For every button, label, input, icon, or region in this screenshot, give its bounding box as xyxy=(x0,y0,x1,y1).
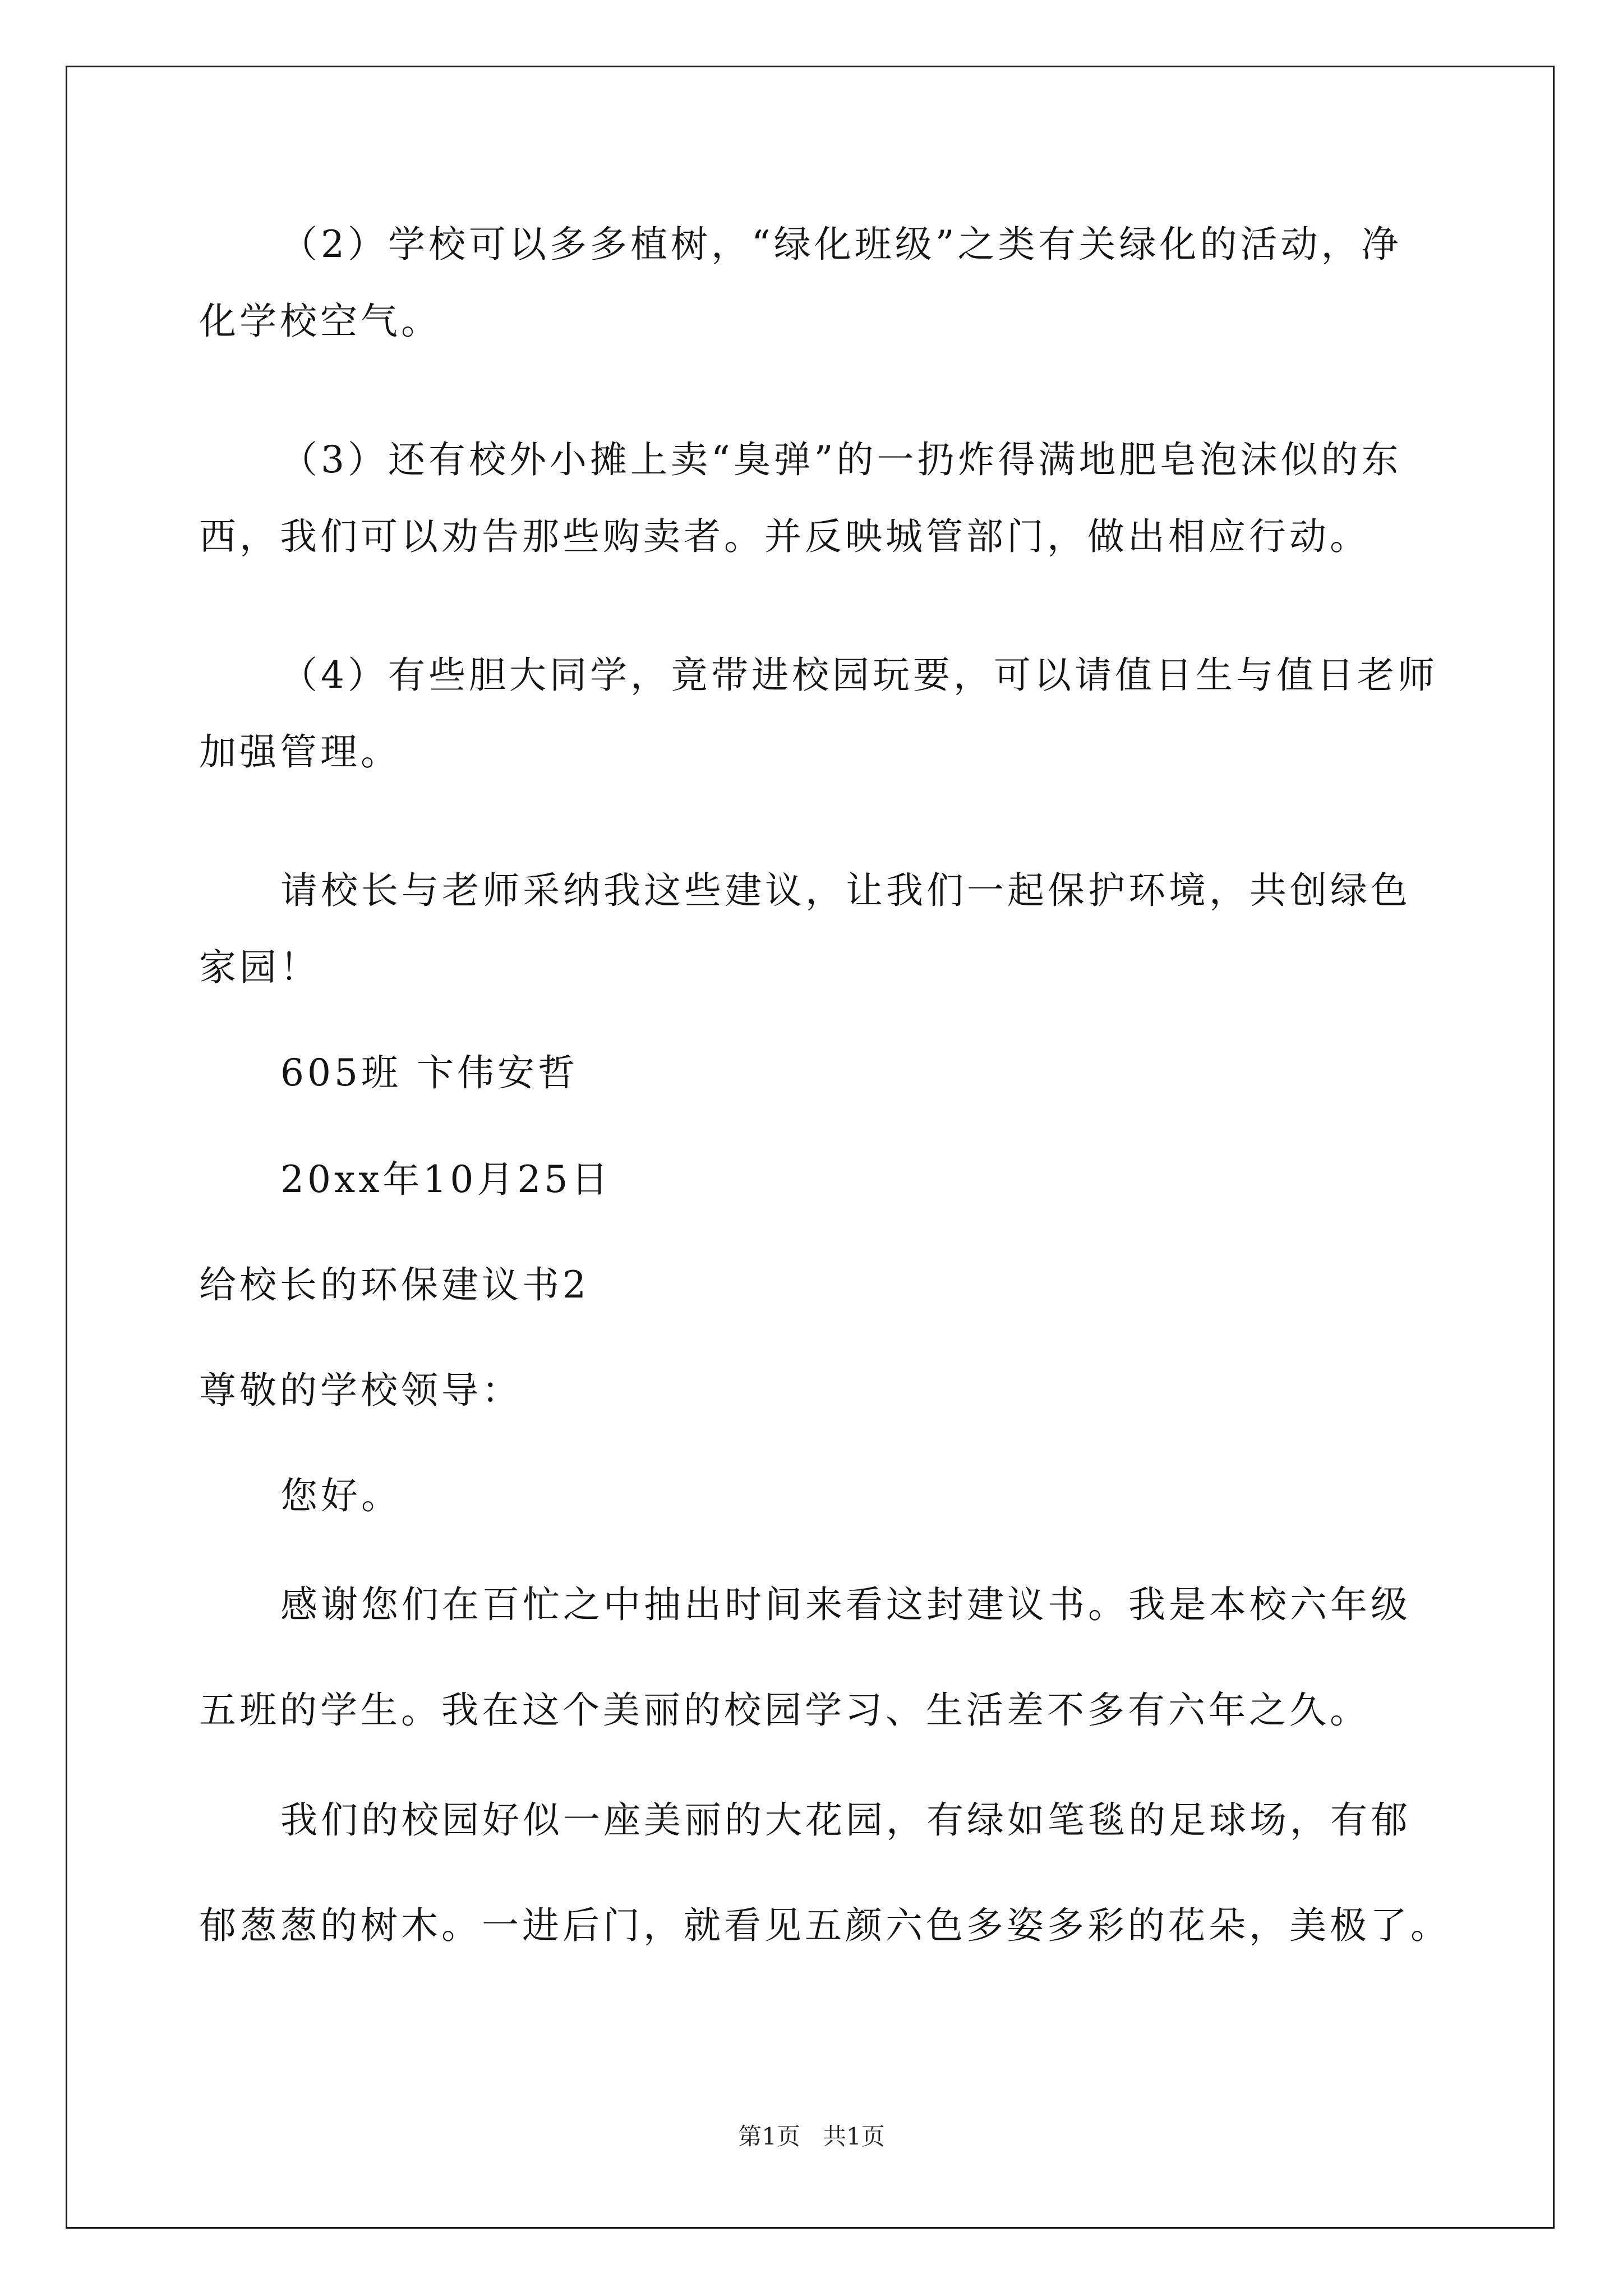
paragraph-line: （2）学校可以多多植树，“绿化班级”之类有关绿化的活动，净 xyxy=(280,223,1402,266)
paragraph-line: （4）有些胆大同学，竟带进校园玩要，可以请值日生与值日老师 xyxy=(280,654,1438,697)
salutation: 尊敬的学校领导： xyxy=(199,1369,522,1412)
greeting: 您好。 xyxy=(280,1474,402,1517)
paragraph-line: 感谢您们在百忙之中抽出时间来看这封建议书。我是本校六年级 xyxy=(280,1583,1411,1626)
paragraph-line: 我们的校园好似一座美丽的大花园，有绿如笔毯的足球场，有郁 xyxy=(280,1798,1411,1842)
paragraph-line: 五班的学生。我在这个美丽的校园学习、生活差不多有六年之久。 xyxy=(199,1688,1370,1732)
paragraph-line: 西，我们可以劝告那些购卖者。并反映城管部门，做出相应行动。 xyxy=(199,515,1370,558)
paragraph-line: 化学校空气。 xyxy=(199,300,441,343)
page-footer: 第1页 共1页 xyxy=(738,2123,885,2150)
section-title: 给校长的环保建议书2 xyxy=(199,1263,589,1306)
signature-line: 605班 卞伟安哲 xyxy=(280,1051,578,1094)
paragraph-line: （3）还有校外小摊上卖“臭弹”的一扔炸得满地肥皂泡沫似的东 xyxy=(280,438,1402,481)
paragraph-line: 郁葱葱的树木。一进后门，就看见五颜六色多姿多彩的花朵，美极了。 xyxy=(199,1904,1451,1947)
paragraph-line: 家园！ xyxy=(199,946,320,989)
date-line: 20xx年10月25日 xyxy=(280,1158,612,1201)
paragraph-line: 加强管理。 xyxy=(199,730,401,774)
paragraph-line: 请校长与老师采纳我这些建议，让我们一起保护环境，共创绿色 xyxy=(280,869,1411,912)
